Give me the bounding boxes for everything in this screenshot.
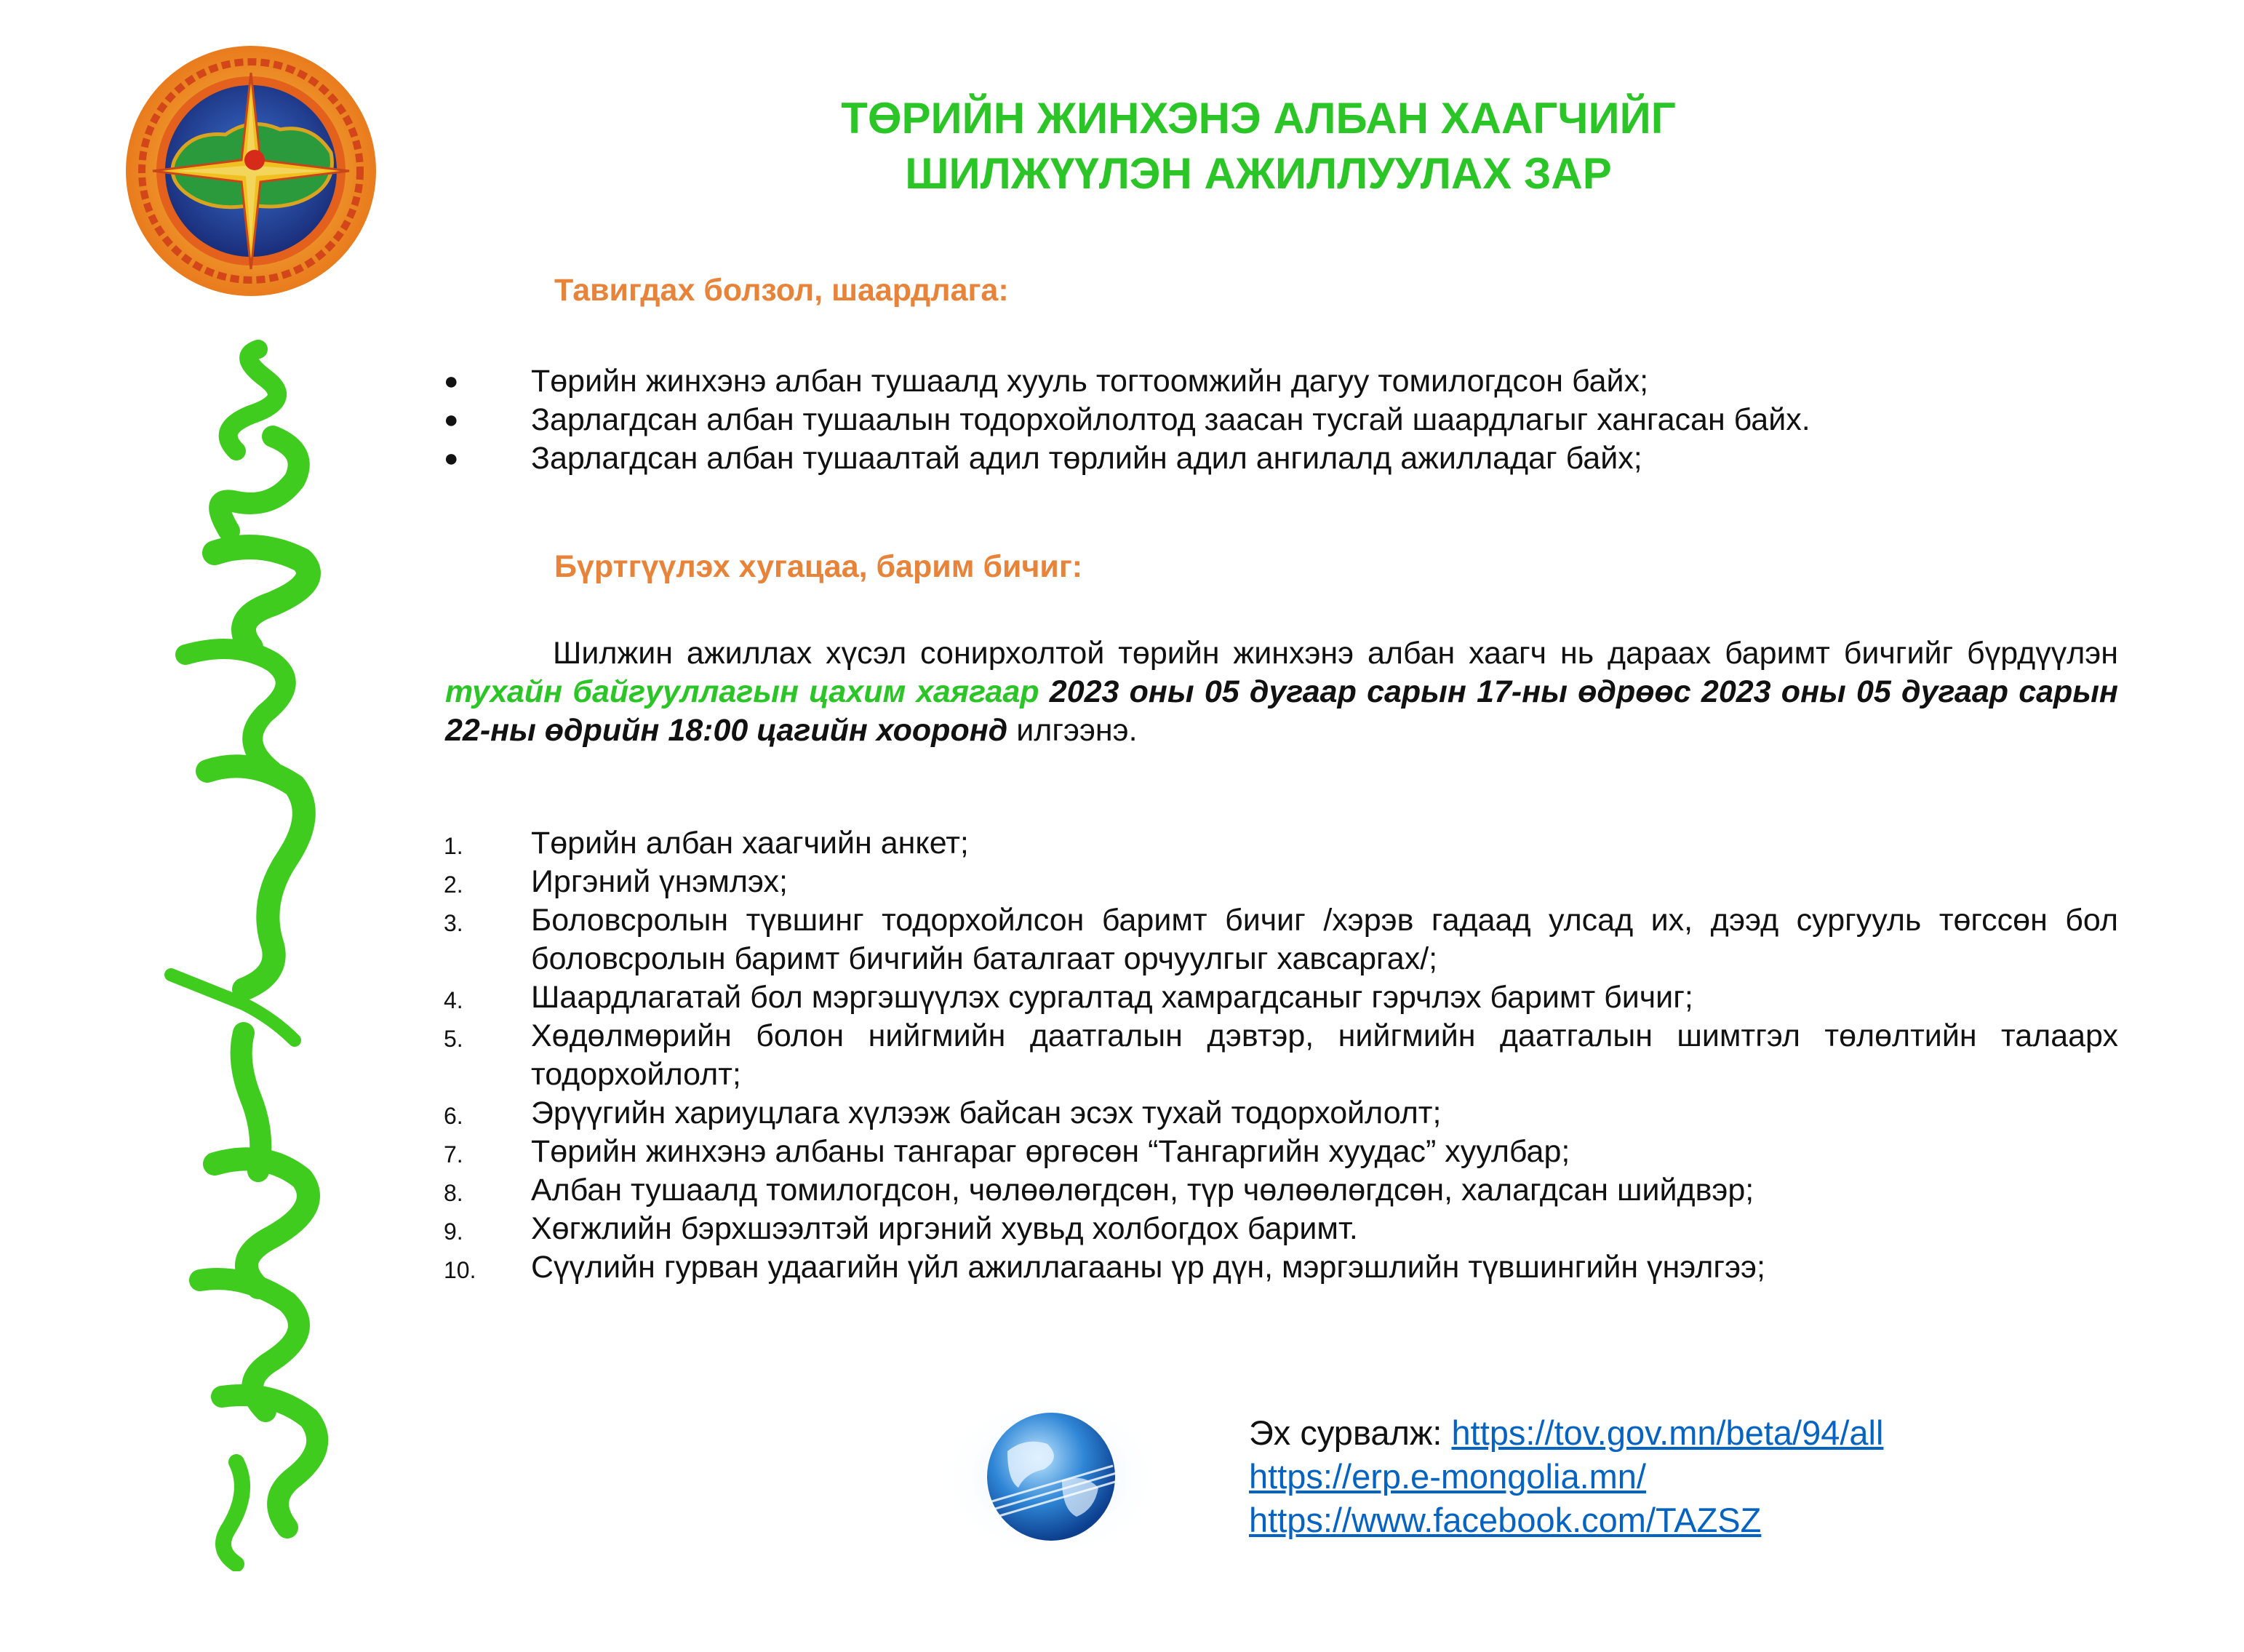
emblem-icon xyxy=(124,44,378,298)
highlight-green: тухайн байгууллагын цахим хаягаар xyxy=(445,674,1039,709)
list-item: ● Зарлагдсан албан тушаалтай адил төрлийн адил ангилалд ажилладаг байх; xyxy=(531,439,1810,478)
bullet-icon: ● xyxy=(444,367,459,395)
requirements-heading: Тавигдах болзол, шаардлага: xyxy=(554,273,1009,308)
registration-heading: Бүртгүүлэх хугацаа, барим бичиг: xyxy=(554,549,1083,584)
mongolian-calligraphy xyxy=(127,335,375,1571)
list-item: 5. Хөдөлмөрийн болон нийгмийн даатгалын дэвтэр, нийгмийн даатгалын шимтгэл төлөлтийн талаарх тодорхойлолт; xyxy=(444,1018,2118,1092)
source-link-facebook[interactable]: https://www.facebook.com/TAZSZ xyxy=(1249,1501,1762,1539)
list-item: 1. Төрийн албан хаагчийн анкет; xyxy=(444,826,969,861)
list-item: ● Зарлагдсан албан тушаалын тодорхойлолтод заасан тусгай шаардлагыг хангасан байх. xyxy=(531,401,1810,439)
list-item: 10. Сүүлийн гурван удаагийн үйл ажиллагааны үр дүн, мэргэшлийн түвшингийн үнэлгээ; xyxy=(444,1250,1765,1285)
registration-paragraph: Шилжин ажиллах хүсэл сонирхолтой төрийн жинхэнэ албан хаагч нь дараах баримт бичгийг бүрдүүлэн тухайн байгууллагын цахим хаягаар 2023 оны 05 дугаар сарын 17-ны өдрөөс 2023 оны 05 дугаар сарын 22-ны өдрийн 18:00 цагийн хооронд илгээнэ. xyxy=(445,636,2118,748)
list-item: 9. Хөгжлийн бэрхшээлтэй иргэний хувьд холбогдох баримт. xyxy=(444,1211,1358,1246)
globe-icon xyxy=(938,1393,1164,1560)
bullet-icon: ● xyxy=(444,444,459,472)
source-link-tov[interactable]: https://tov.gov.mn/beta/94/all xyxy=(1451,1413,1884,1452)
list-item: 6. Эрүүгийн хариуцлага хүлээж байсан эсэх тухай тодорхойлолт; xyxy=(444,1096,1442,1130)
list-item: 8. Албан тушаалд томилогдсон, чөлөөлөгдсөн, түр чөлөөлөгдсөн, халагдсан шийдвэр; xyxy=(444,1173,1754,1208)
list-item: 4. Шаардлагатай бол мэргэшүүлэх сургалтад хамрагдсаныг гэрчлэх баримт бичиг; xyxy=(444,980,1693,1015)
source-label: Эх сурвалж: xyxy=(1249,1413,1452,1452)
page-title xyxy=(640,91,1877,201)
list-item: ● Төрийн жинхэнэ албан тушаалд хууль тогтоомжийн дагуу томилогдсон байх; xyxy=(531,362,1810,401)
title-line-2: ШИЛЖҮҮЛЭН АЖИЛЛУУЛАХ ЗАР xyxy=(905,149,1612,198)
list-item: 3. Боловсролын түвшинг тодорхойлсон баримт бичиг /хэрэв гадаад улсад их, дээд сургууль төгссөн бол боловсролын баримт бичгийн баталгаат орчуулгыг хавсаргах/; xyxy=(444,903,2118,976)
bullet-icon: ● xyxy=(444,406,459,434)
title-line-1: ТӨРИЙН ЖИНХЭНЭ АЛБАН ХААГЧИЙГ xyxy=(841,94,1676,143)
highlight-dates: 2023 оны 05 дугаар сарын 17-ны өдрөөс 2023 оны 05 дугаар сарын 22-ны өдрийн 18:00 цагийн хооронд xyxy=(445,674,2118,748)
list-item: 7. Төрийн жинхэнэ албаны тангараг өргөсөн “Тангаргийн хуудас” хуулбар; xyxy=(444,1134,1570,1169)
list-item: 2. Иргэний үнэмлэх; xyxy=(444,864,788,899)
requirements-list xyxy=(444,362,1810,478)
source-link-erp[interactable]: https://erp.e-mongolia.mn/ xyxy=(1249,1457,1646,1496)
source-block xyxy=(1249,1411,1883,1542)
documents-list xyxy=(444,824,2118,1287)
